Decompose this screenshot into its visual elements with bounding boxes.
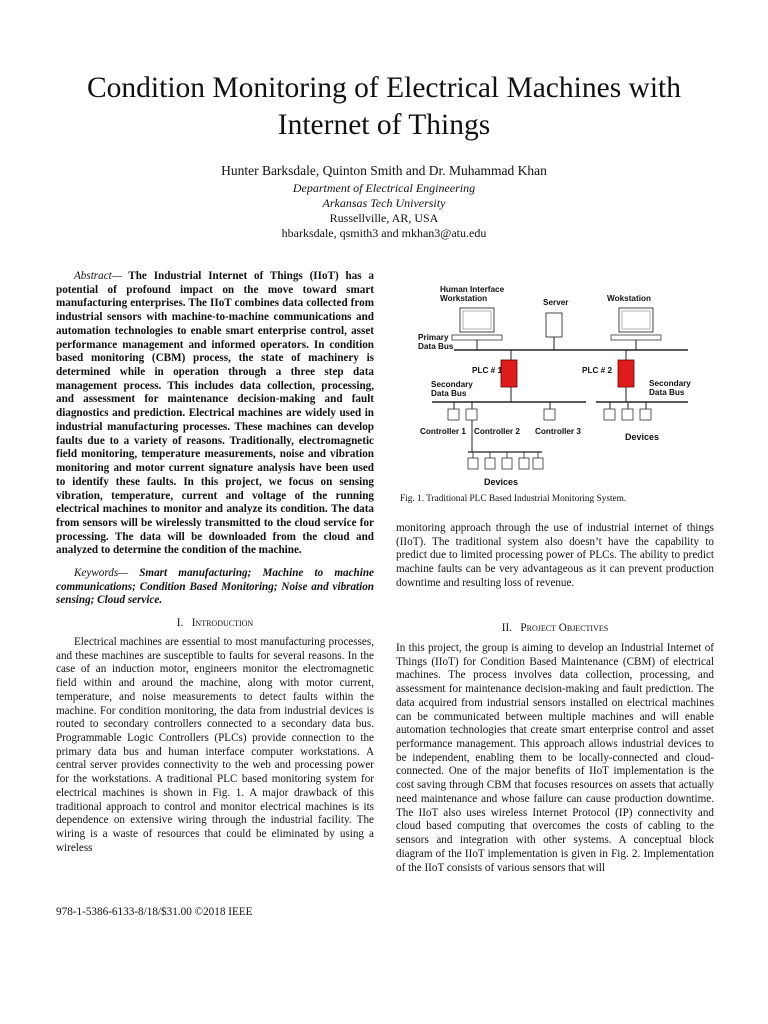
section-number: I. bbox=[176, 617, 184, 629]
abstract bbox=[56, 270, 374, 558]
controller-3-block bbox=[544, 409, 555, 420]
author-block bbox=[40, 163, 728, 241]
device-block bbox=[519, 458, 529, 469]
introduction-paragraph: Electrical machines are essential to most manufacturing processes, and these machines are susceptible to faults for several reasons. In the case of an induction motor, engineers monitor the electromagnetic field within and around the machine, along with motor current, temperature, and noise measurements to detect faults within the machine. For condition monitoring, the data from industrial devices is routed to secondary controllers connected to a secondary data bus. Programmable Logic Controllers (PLCs) provide connection to the primary data bus and human interface computer workstations. A central server provides connectivity to the web and processing power for the workstations. A traditional PLC based monitoring system for electrical machines is shown in Fig. 1. A major drawback of this traditional approach to control and monitor electrical machines is its dependence on extensive wiring through the industrial facility. The wiring is a waste of resources that could be eliminated by using a wireless bbox=[56, 636, 374, 854]
section-heading-introduction bbox=[56, 617, 374, 629]
paper-title bbox=[40, 70, 728, 144]
objectives-paragraph: In this project, the group is aiming to develop an Industrial Internet of Things (IIoT) for Condition Based Maintenance (CBM) of electrical machines. The process involves data collection, processing, and assessment for maintenance decision-making and fault prediction. The data acquired from industrial sensors installed on electrical machines can be communicated between multiple machines and will enable automation technologies that create smart enterprise control and asset performance management. This approach allows industrial devices to be independent, enabling them to be locally-connected and cloud-connected. One of the major benefits of IIoT implementation is the cost saving through CBM that focuses resources on assets that actually need maintenance and whose failure can cause production downtime. The IIoT also uses wireless Internet Protocol (IP) connectivity and cloud based computing that overcomes the costs of cabling to the sensors and integration with other systems. A conceptual block diagram of the IIoT implementation is given in Fig. 2. Implementation of the IIoT consists of various sensors that will bbox=[396, 642, 714, 874]
author-names: Hunter Barksdale, Quinton Smith and Dr. Muhammad Khan bbox=[221, 163, 547, 178]
introduction-text bbox=[56, 636, 374, 856]
section-title: Introduction bbox=[191, 617, 254, 629]
label-secondary-left: Secondary bbox=[431, 380, 473, 389]
keywords bbox=[56, 567, 374, 608]
figure-caption: Fig. 1. Traditional PLC Based Industrial Monitoring System. bbox=[400, 494, 627, 504]
device-block bbox=[468, 458, 478, 469]
department: Department of Electrical Engineering bbox=[292, 181, 476, 195]
device-block bbox=[622, 409, 633, 420]
device-block bbox=[533, 458, 543, 469]
plc-1-block bbox=[501, 360, 517, 387]
workstation-computer-icon bbox=[452, 308, 502, 340]
workstation-computer-icon bbox=[611, 308, 661, 340]
emails: hbarksdale, qsmith3 and mkhan3@atu.edu bbox=[281, 226, 487, 240]
label-data-bus-left: Data Bus bbox=[431, 389, 467, 398]
device-block bbox=[604, 409, 615, 420]
keywords-label: Keywords— bbox=[74, 567, 129, 579]
label-controller-1: Controller 1 bbox=[420, 427, 466, 436]
controller-2-block bbox=[466, 409, 477, 420]
label-controller-2: Controller 2 bbox=[474, 427, 520, 436]
label-primary: Primary bbox=[418, 333, 449, 342]
title-line-2: Internet of Things bbox=[277, 109, 491, 141]
label-plc-1: PLC # 1 bbox=[472, 366, 503, 375]
section-number: II. bbox=[501, 622, 513, 634]
label-data-bus-right: Data Bus bbox=[649, 388, 685, 397]
label-human-interface: Human Interface bbox=[440, 285, 505, 294]
title-line-1: Condition Monitoring of Electrical Machines with bbox=[87, 72, 681, 104]
device-block bbox=[640, 409, 651, 420]
right-column-continuation bbox=[396, 522, 714, 591]
label-workstation: Workstation bbox=[440, 294, 488, 303]
copyright-footer: 978-1-5386-6133-8/18/$31.00 ©2018 IEEE bbox=[56, 906, 253, 918]
controller-1-block bbox=[448, 409, 459, 420]
keywords-text: Smart manufacturing; Machine to machine communications; Condition Based Monitoring; Noise and vibration sensing; Cloud service. bbox=[56, 567, 374, 607]
abstract-text: The Industrial Internet of Things (IIoT) has a potential of profound impact on the move toward smart manufacturing enterprises. The IIoT combines data collected from industrial sensors with machine-to-machine communications and automation technologies to enable smart enterprise control, asset performance management and informed operators. In condition based monitoring (CBM) process, the state of machinery is determined while in operation through a three step data management process. This includes data collection, processing, and assessment for maintenance decision-making and fault diagnostics and prediction. Electrical machines are widely used in industrial manufacturing processes. These machines can develop faults due to a variety of reasons. Traditionally, electromagnetic field monitoring, temperature measurements, noise and vibration monitoring and motor current signature analysis have been used to identify these faults. In this project, we focus on sensing vibration, temperature, current and voltage of the running electrical machines to monitor and analyze its condition. The data from sensors will be wirelessly transmitted to the cloud service for processing. The data will be downloaded from the cloud and analyzed to determine the condition of the machine. bbox=[56, 270, 374, 557]
label-devices-right: Devices bbox=[625, 432, 660, 442]
label-controller-3: Controller 3 bbox=[535, 427, 581, 436]
location: Russellville, AR, USA bbox=[329, 211, 439, 225]
label-workstation-right: Wokstation bbox=[607, 294, 651, 303]
server-icon bbox=[546, 313, 562, 337]
device-block bbox=[485, 458, 495, 469]
section-title: Project Objectives bbox=[520, 622, 609, 634]
continuation-paragraph: monitoring approach through the use of industrial internet of things (IIoT). The traditional system also doesn’t have the capability to predict due to limited processing power of PLCs. The ability to predict machine faults can be very advantageous as it can prevent production downtime and resulting loss of revenue. bbox=[396, 522, 714, 589]
label-devices-bottom: Devices bbox=[484, 477, 519, 487]
device-block bbox=[502, 458, 512, 469]
project-objectives-text bbox=[396, 642, 714, 875]
plc-2-block bbox=[618, 360, 634, 387]
figure-plc-monitoring-diagram bbox=[400, 280, 720, 490]
label-secondary-right: Secondary bbox=[649, 379, 691, 388]
label-data-bus: Data Bus bbox=[418, 342, 454, 351]
label-plc-2: PLC # 2 bbox=[582, 366, 613, 375]
university: Arkansas Tech University bbox=[322, 196, 446, 210]
abstract-label: Abstract— bbox=[74, 270, 122, 282]
label-server: Server bbox=[543, 298, 569, 307]
section-heading-project-objectives bbox=[396, 622, 714, 634]
